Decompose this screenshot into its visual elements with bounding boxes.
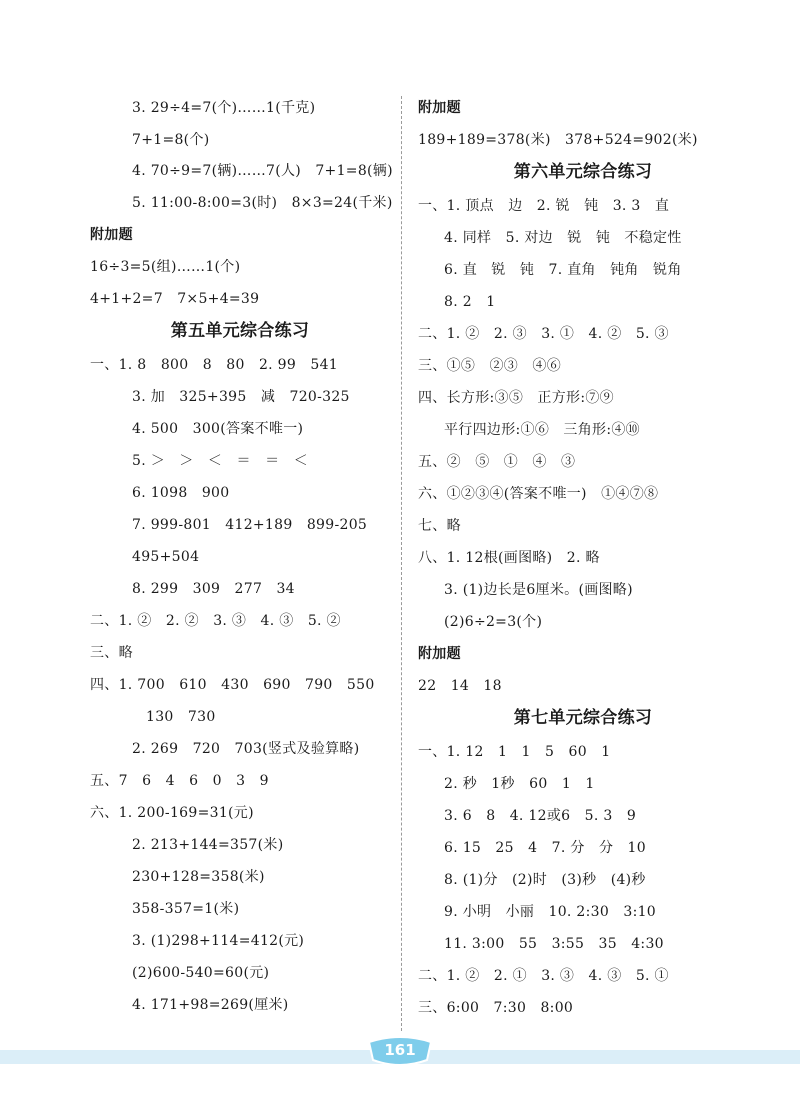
answer-line: 8. 2 1 [444,294,496,310]
answer-line: 3. (1)边长是6厘米。(画图略) [444,582,633,598]
answer-line: 三、①⑤ ②③ ④⑥ [418,358,561,374]
answer-line: (2)6÷2=3(个) [444,614,543,630]
answer-line: 五、② ⑤ ① ④ ③ [418,454,576,470]
answer-line: 7. 999-801 412+189 899-205 [132,517,368,533]
page-number: 161 [384,1041,416,1059]
answer-line: 3. 加 325+395 减 720-325 [132,389,350,405]
answer-line: 4. 同样 5. 对边 锐 钝 不稳定性 [444,230,682,246]
answer-line: 六、1. 200-169=31(元) [90,805,254,821]
bonus-heading: 附加题 [90,227,133,243]
answer-line: 2. 213+144=357(米) [132,837,284,853]
section-title: 第七单元综合练习 [513,708,653,728]
answer-line: 230+128=358(米) [132,869,265,885]
answer-line: 4. 70÷9=7(辆)……7(人) 7+1=8(辆) [132,163,393,179]
column-divider [401,96,402,1031]
answer-line: 一、1. 顶点 边 2. 锐 钝 3. 3 直 [418,198,670,214]
answer-line: 4. 500 300(答案不唯一) [132,421,304,437]
answer-line: 3. 6 8 4. 12或6 5. 3 9 [444,808,637,824]
answer-line: 495+504 [132,549,200,565]
answer-line: 4+1+2=7 7×5+4=39 [90,291,260,307]
answer-line: 二、1. ② 2. ① 3. ③ 4. ③ 5. ① [418,968,669,984]
answer-line: 189+189=378(米) 378+524=902(米) [418,132,698,148]
section-title: 第六单元综合练习 [513,162,653,182]
answer-line: 6. 1098 900 [132,485,230,501]
bonus-heading: 附加题 [418,646,461,662]
answer-line: 平行四边形:①⑥ 三角形:④⑩ [444,422,640,438]
answer-line: 11. 3:00 55 3:55 35 4:30 [444,936,664,952]
answer-line: 358-357=1(米) [132,901,240,917]
answer-line: 3. 29÷4=7(个)……1(千克) [132,100,316,116]
answer-line: 5. ＞ ＞ ＜ ＝ ＝ ＜ [132,453,309,469]
section-title: 第五单元综合练习 [170,321,310,341]
answer-line: 22 14 18 [418,678,502,694]
answer-line: 六、①②③④(答案不唯一) ①④⑦⑧ [418,486,659,502]
answer-line: 二、1. ② 2. ③ 3. ① 4. ② 5. ③ [418,326,669,342]
answer-line: 一、1. 8 800 8 80 2. 99 541 [90,357,339,373]
answer-line: 三、6:00 7:30 8:00 [418,1000,574,1016]
answer-line: 5. 11:00-8:00=3(时) 8×3=24(千米) [132,195,393,211]
answer-line: 五、7 6 4 6 0 3 9 [90,773,269,789]
answer-line: 6. 直 锐 钝 7. 直角 钝角 锐角 [444,262,682,278]
answer-line: 2. 秒 1秒 60 1 1 [444,776,595,792]
answer-line: 16÷3=5(组)……1(个) [90,259,241,275]
answer-line: 四、1. 700 610 430 690 790 550 [90,677,375,693]
answer-line: 八、1. 12根(画图略) 2. 略 [418,550,600,566]
bonus-heading: 附加题 [418,100,461,116]
answer-line: 4. 171+98=269(厘米) [132,997,289,1013]
answer-line: 一、1. 12 1 1 5 60 1 [418,744,611,760]
answer-line: 七、略 [418,518,461,534]
answer-line: 2. 269 720 703(竖式及验算略) [132,741,360,757]
answer-line: 四、长方形:③⑤ 正方形:⑦⑨ [418,390,614,406]
answer-line: 7+1=8(个) [132,132,210,148]
answer-line: 8. (1)分 (2)时 (3)秒 (4)秒 [444,872,646,888]
answer-line: (2)600-540=60(元) [132,965,270,981]
answer-line: 130 730 [146,709,216,725]
answer-line: 9. 小明 小丽 10. 2:30 3:10 [444,904,656,920]
answer-line: 8. 299 309 277 34 [132,581,295,597]
answer-line: 三、略 [90,645,133,661]
answer-line: 二、1. ② 2. ② 3. ③ 4. ③ 5. ② [90,613,341,629]
answer-line: 3. (1)298+114=412(元) [132,933,305,949]
answer-line: 6. 15 25 4 7. 分 分 10 [444,840,646,856]
